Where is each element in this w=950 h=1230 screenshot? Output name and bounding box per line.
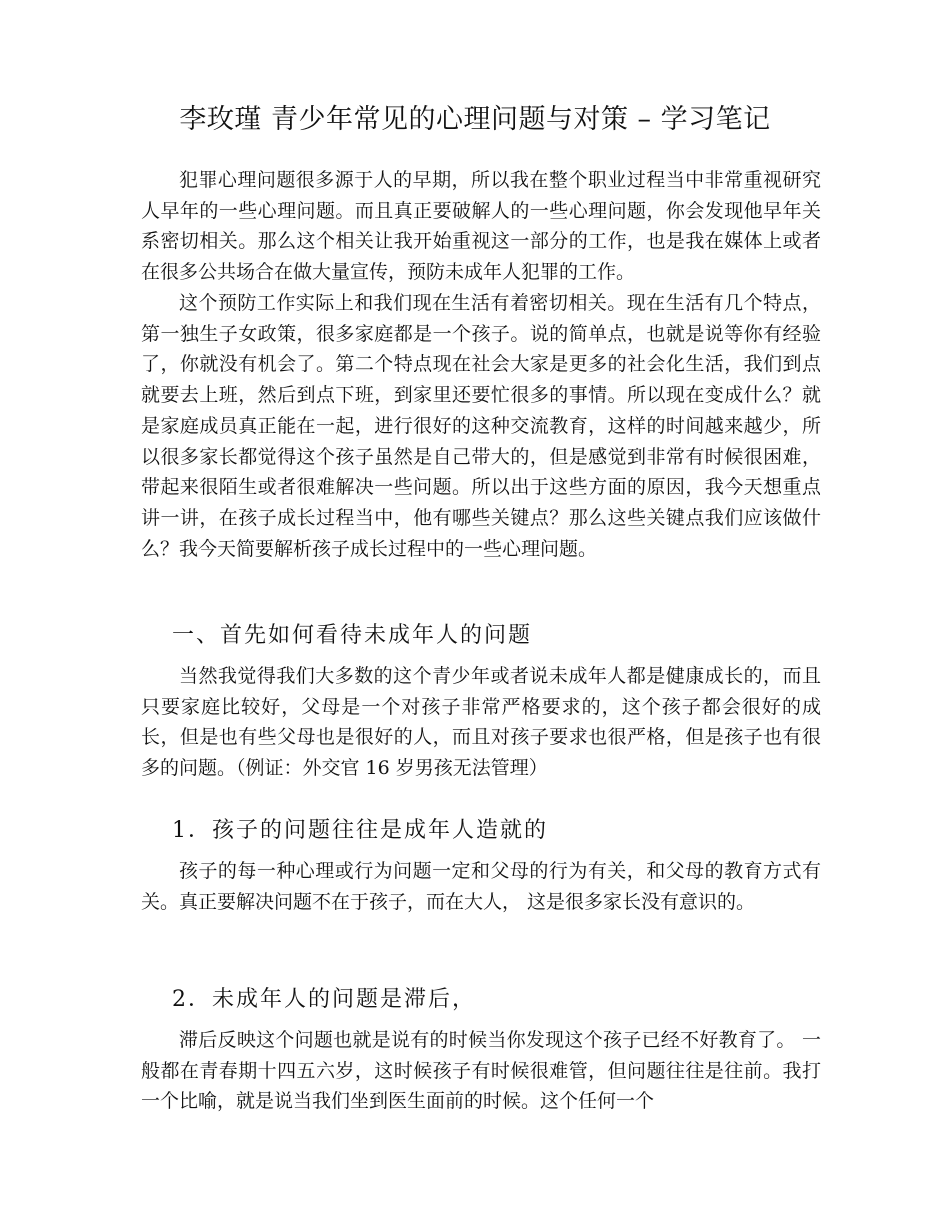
subsection-heading-2: 2．未成年人的问题是滞后， [172,987,476,1012]
section-heading-1: 一、首先如何看待未成年人的问题 [172,623,533,648]
paragraph-section-1: 当然我觉得我们大多数的这个青少年或者说未成年人都是健康成长的，而且只要家庭比较好，父母是一个对孩子非常严格要求的，这个孩子都会很好的成长，但是也有些父母也是很好的人，而且对孩子要求也很严格，但是孩子也有很多的问题。（例证：外交官 16 岁男孩无法管理） [141,665,821,780]
paragraph-subsection-2: 滞后反映这个问题也就是说有的时候当你发现这个孩子已经不好教育了。 一般都在青春期十四五六岁，这时候孩子有时候很难管，但问题往往是往前。我打一个比喻，就是说当我们坐到医生面前的时候。这个任何一个 [141,1029,821,1113]
document-title: 李玫瑾 青少年常见的心理问题与对策 – 学习笔记 [179,104,771,135]
subsection-heading-1: 1．孩子的问题往往是成年人造就的 [172,818,548,843]
paragraph-subsection-1: 孩子的每一种心理或行为问题一定和父母的行为有关，和父母的教育方式有关。真正要解决问题不在于孩子，而在大人， 这是很多家长没有意识的。 [141,860,821,913]
paragraph-intro: 犯罪心理问题很多源于人的早期，所以我在整个职业过程当中非常重视研究人早年的一些心理问题。而且真正要破解人的一些心理问题，你会发现他早年关系密切相关。那么这个相关让我开始重视这一部分的工作，也是我在媒体上或者在很多公共场合在做大量宣传，预防未成年人犯罪的工作。 [141,169,821,284]
paragraph-prevention: 这个预防工作实际上和我们现在生活有着密切相关。现在生活有几个特点，第一独生子女政策，很多家庭都是一个孩子。说的简单点，也就是说等你有经验了，你就没有机会了。第二个特点现在社会大家是更多的社会化生活，我们到点就要去上班，然后到点下班，到家里还要忙很多的事情。所以现在变成什么？就是家庭成员真正能在一起，进行很好的这种交流教育，这样的时间越来越少，所以很多家长都觉得这个孩子虽然是自己带大的，但是感觉到非常有时候很困难，带起来很陌生或者很难解决一些问题。所以出于这些方面的原因，我今天想重点讲一讲，在孩子成长过程当中，他有哪些关键点？那么这些关键点我们应该做什么？我今天简要解析孩子成长过程中的一些心理问题。 [141,292,821,560]
